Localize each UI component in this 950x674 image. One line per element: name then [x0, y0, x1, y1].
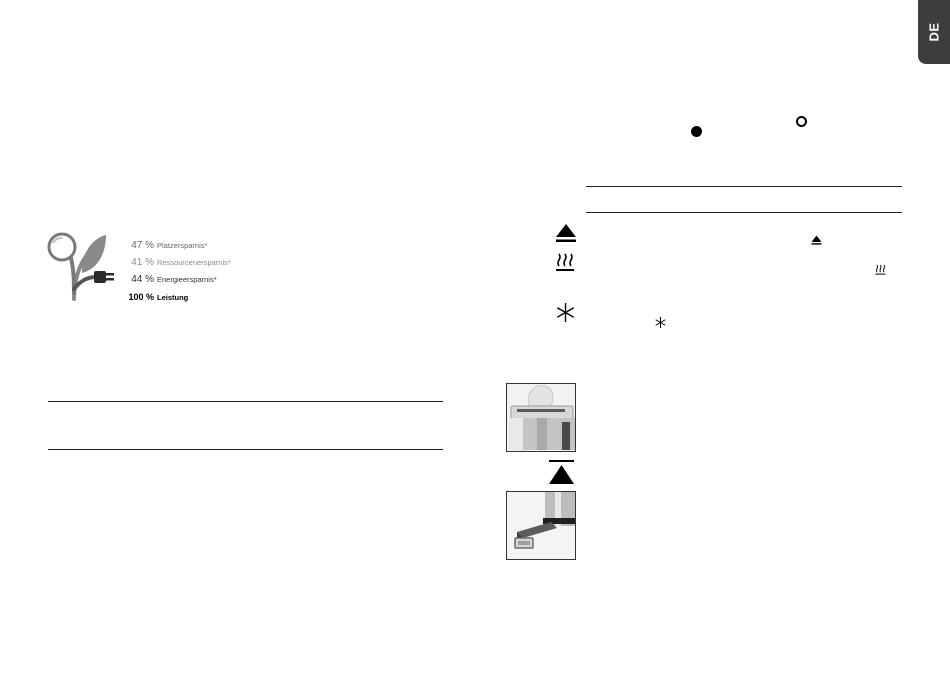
eject-icon: [555, 223, 577, 243]
stat-value: 47 %: [131, 240, 154, 251]
stat-label: Ressourcenersparnis*: [157, 258, 231, 267]
divider-rule: [48, 449, 443, 450]
open-circle-icon: [796, 116, 807, 127]
lift-icon: [548, 460, 575, 485]
filled-dot-icon: [691, 126, 702, 137]
divider-rule: [48, 401, 443, 402]
eco-stat-performance: [122, 287, 188, 305]
stat-value: 41 %: [131, 257, 154, 268]
reheat-icon: [555, 252, 575, 272]
toaster-photo: [506, 383, 576, 452]
stat-value: 100 %: [128, 292, 154, 302]
divider-rule: [586, 212, 902, 213]
stat-label: Platzersparnis*: [157, 241, 208, 250]
language-tab[interactable]: [918, 0, 950, 64]
eco-stat-space-saving: [122, 235, 207, 253]
eject-icon: [811, 235, 822, 245]
defrost-icon: [556, 303, 575, 322]
stat-value: 44 %: [131, 274, 154, 285]
stat-label: Energieersparnis*: [157, 275, 217, 284]
eco-stat-resource-saving: [122, 252, 231, 270]
defrost-icon: [655, 317, 666, 328]
language-tab-label: DE: [926, 22, 942, 42]
crumb-tray-photo: [506, 491, 576, 560]
eco-leaf-plug-icon: [44, 231, 126, 301]
eco-stat-energy-saving: [122, 269, 217, 287]
stat-label: Leistung: [157, 293, 189, 302]
reheat-icon: [875, 264, 886, 275]
divider-rule: [586, 186, 902, 187]
